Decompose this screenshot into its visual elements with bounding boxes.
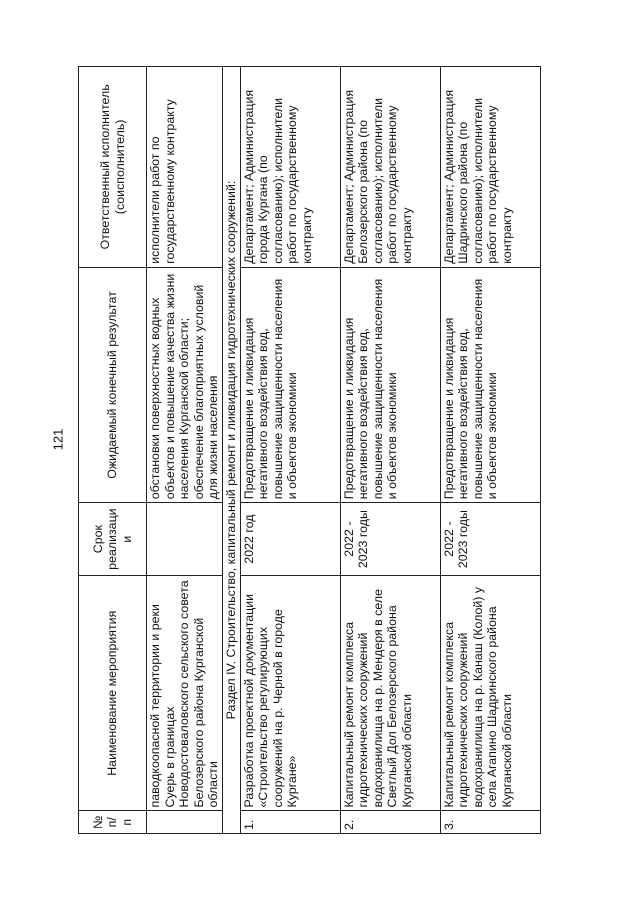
cell-result: Предотвращение и ликвидация негативного воздействия вод, повышение защищенности населения и объектов экономики — [440, 267, 540, 503]
cell-name: Разработка проектной документации «Строительство регулирующих сооружений на р. Черной в городе Кургане» — [240, 575, 340, 811]
cell-exec: Департамент; Администрация Шадринского района (по согласованию); исполнители работ по государственному контракту — [440, 67, 540, 268]
cell-exec: исполнители работ по государственному контракту — [147, 67, 223, 268]
table-row — [340, 67, 440, 834]
cell-result: Предотвращение и ликвидация негативного воздействия вод, повышение защищенности населения и объектов экономики — [240, 267, 340, 503]
header-row — [79, 67, 147, 834]
cell-result: Предотвращение и ликвидация негативного воздействия вод, повышение защищенности населения и объектов экономики — [340, 267, 440, 503]
table-row — [440, 67, 540, 834]
cell-name: паводкоопасной территории и реки Суерь в границах Новодостоваловского сельского совета Белозерского района Курганской области — [147, 575, 223, 811]
header-name: Наименование мероприятия — [79, 575, 147, 811]
cell-term: 2022 год — [240, 503, 340, 576]
section-row — [222, 67, 240, 834]
cell-exec: Департамент; Администрация Белозерского района (по согласованию); исполнители работ по государственному контракту — [340, 67, 440, 268]
cell-result: обстановки поверхностных водных объектов и повышение качества жизни населения Курганской области; обеспечение благоприятных условий для жизни населения — [147, 267, 223, 503]
cell-name: Капитальный ремонт комплекса гидротехнических сооружений водохранилища на р. Канаш (Колой) у села Агапино Шадринского района Курганской области — [440, 575, 540, 811]
measures-table — [78, 66, 541, 834]
cell-exec: Департамент; Администрация города Кургана (по согласованию); исполнители работ по государственному контракту — [240, 67, 340, 268]
cell-num: 3. — [440, 811, 540, 834]
table-row — [240, 67, 340, 834]
section-title: Раздел IV. Строительство, капитальный ремонт и ликвидация гидротехнических сооружений: — [222, 67, 240, 834]
header-result: Ожидаемый конечный результат — [79, 267, 147, 503]
rotated-table-frame — [78, 66, 528, 834]
cell-name: Капитальный ремонт комплекса гидротехнических сооружений водохранилища на р. Мендеря в селе Светлый Дол Белозерского района Курганской области — [340, 575, 440, 811]
header-term: Срок реализации — [79, 503, 147, 576]
cell-term: 2022 - 2023 годы — [440, 503, 540, 576]
cell-term — [147, 503, 223, 576]
cell-num: 1. — [240, 811, 340, 834]
cell-num: 2. — [340, 811, 440, 834]
table-row — [147, 67, 223, 834]
page-number: 121 — [50, 428, 66, 451]
cell-num — [147, 811, 223, 834]
header-exec: Ответственный исполнитель (соисполнитель) — [79, 67, 147, 268]
cell-term: 2022 - 2023 годы — [340, 503, 440, 576]
header-num: № п/п — [79, 811, 147, 834]
